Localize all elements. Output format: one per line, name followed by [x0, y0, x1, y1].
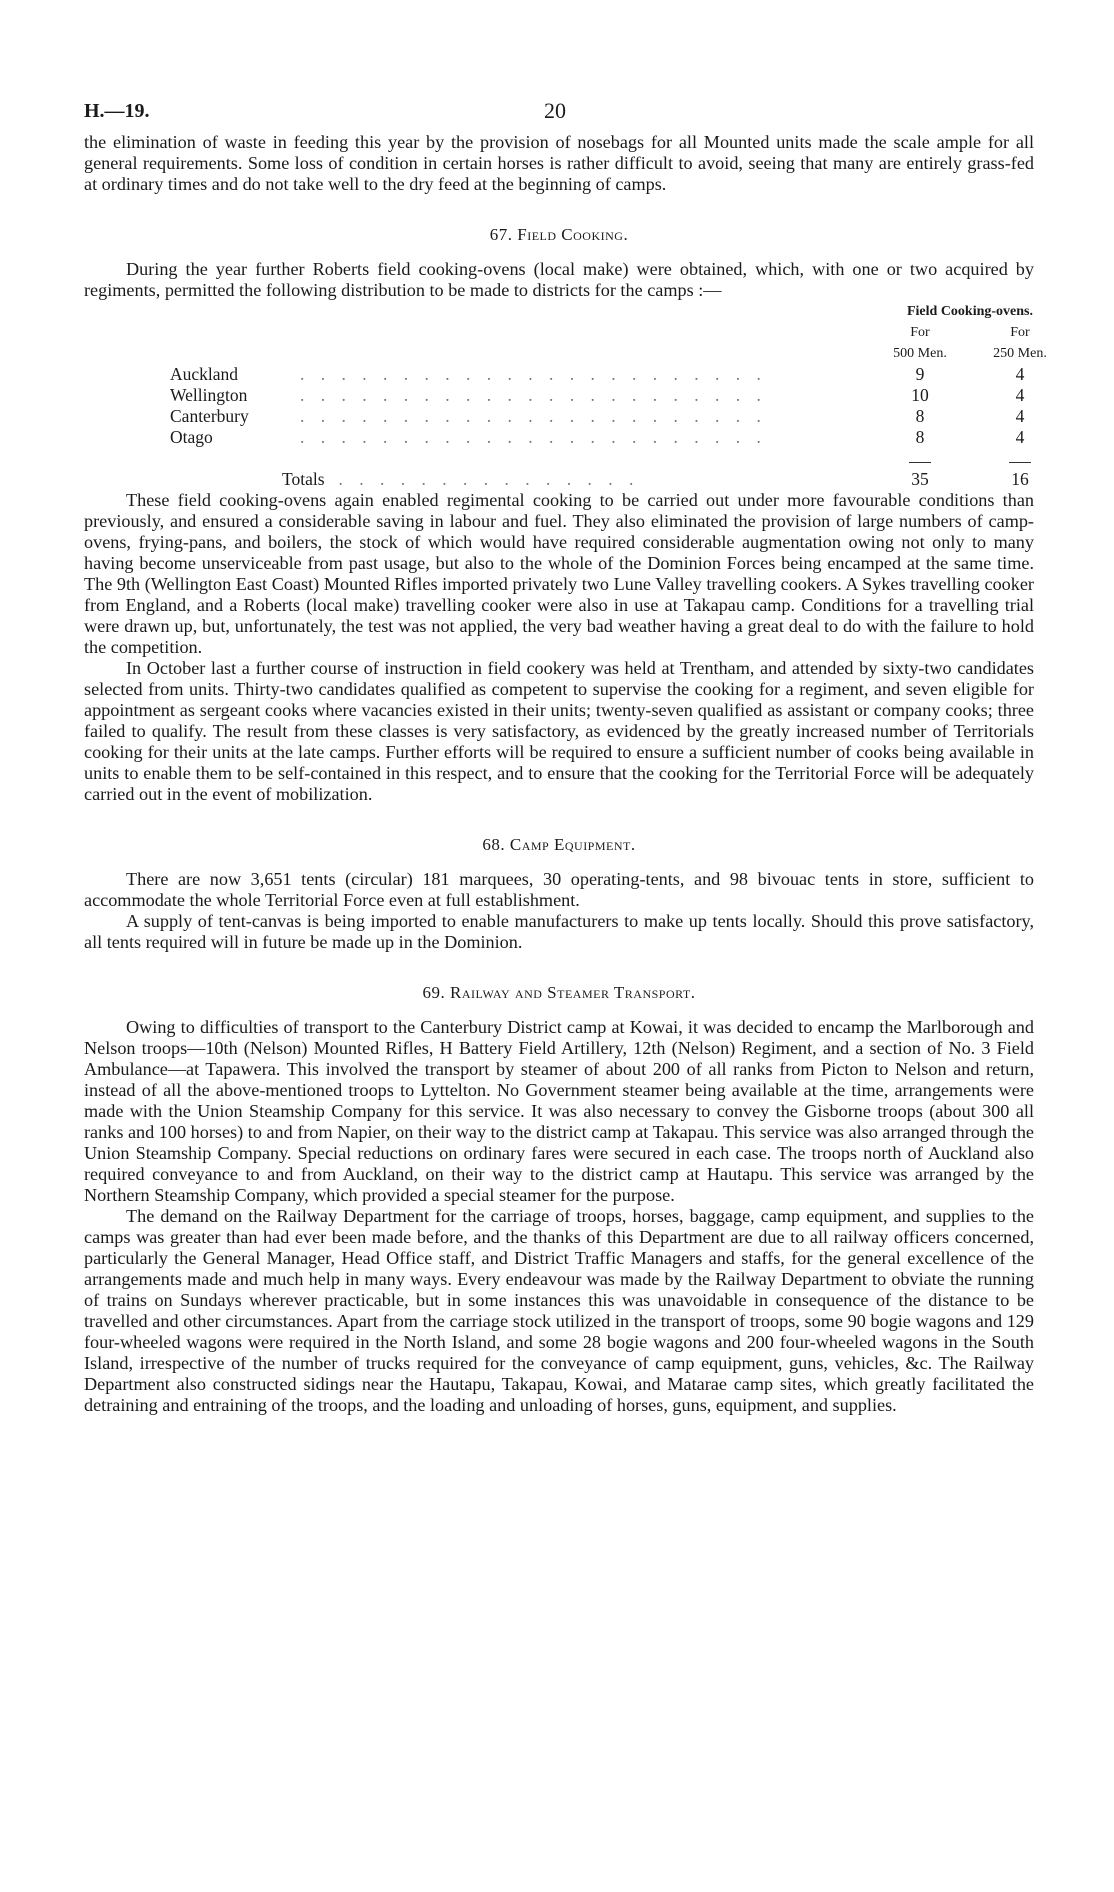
ovens-500-men: 8: [915, 406, 925, 426]
ovens-250-men: 4: [1015, 364, 1025, 384]
col-500-header-men: 500 Men.: [893, 346, 947, 361]
district-name: Auckland: [170, 364, 239, 384]
ovens-250-men: 4: [1015, 385, 1025, 405]
section-69-paragraph-1: Owing to difficulties of transport to the Canterbury District camp at Kowai, it was decided to encamp the Marlborough and Nelson troops—10th (Nelson) Mounted Rifles, H Battery Field Artillery, 12th (Nelson) Regiment, and a section of No. 3 Field Ambulance—at Tapawera. This involved the transport by steamer of about 200 of all ranks from Picton to Nelson and return, instead of all the above-mentioned troops to Lyttelton. No Government steamer being available at the time, arrangements were made with the Union Steamship Company for this service. It was also necessary to convey the Gisborne troops (about 300 all ranks and 100 horses) to and from Napier, on their way to the district camp at Takapau. This service was also arranged through the Union Steamship Company. Special reductions on ordinary fares were secured in each case. The troops north of Auckland also required conveyance to and from Auckland, on their way to the district camp at Hautapu. This service was arranged by the Northern Steamship Company, which provided a special steamer for the purpose.: [84, 1017, 1034, 1205]
ovens-250-men: 4: [1015, 427, 1025, 447]
total-500-men: 35: [911, 469, 929, 489]
page-number: 20: [544, 98, 566, 123]
total-rule: [1009, 454, 1031, 463]
document-page: [84, 92, 1047, 1416]
field-cooking-ovens-table: [170, 301, 1070, 490]
report-reference: H.—19.: [84, 100, 150, 122]
district-name: Otago: [170, 427, 213, 447]
table-row: Auckland . . . . . . . . . . . . . . . . . . . . . . . 9 4: [170, 364, 1070, 385]
section-68-paragraph-2: A supply of tent-canvas is being imported to enable manufacturers to make up tents locally. Should this prove satisfactory, all tents required will in future be made up in the Dominion.: [84, 911, 1034, 952]
ovens-500-men: 8: [915, 427, 925, 447]
section-67-intro: During the year further Roberts field cooking-ovens (local make) were obtained, which, with one or two acquired by regiments, permitted the following distribution to be made to districts for the camps :—: [84, 259, 1034, 300]
table-row: Otago . . . . . . . . . . . . . . . . . . . . . . . 8 4: [170, 427, 1070, 448]
total-rule: [909, 454, 931, 463]
page-header: [84, 92, 1034, 132]
col-500-header-for: For: [910, 325, 930, 340]
table-row: Canterbury . . . . . . . . . . . . . . . . . . . . . . . 8 4: [170, 406, 1070, 427]
district-name: Canterbury: [170, 406, 249, 426]
section-68-heading: 68. Camp Equipment.: [482, 835, 636, 854]
section-68-paragraph-1: There are now 3,651 tents (circular) 181 marquees, 30 operating-tents, and 98 bivouac tents in store, sufficient to accommodate the whole Territorial Force even at full establishment.: [84, 869, 1034, 910]
section-67-paragraph-1: These field cooking-ovens again enabled regimental cooking to be carried out under more favourable conditions than previously, and ensured a considerable saving in labour and fuel. They also eliminated the provision of large numbers of camp-ovens, frying-pans, and boilers, the stock of which would have required considerable augmentation owing not only to many having become unserviceable from past usage, but also to the whole of the Dominion Forces being encamped at the same time. The 9th (Wellington East Coast) Mounted Rifles imported privately two Lune Valley travelling cookers. A Sykes travelling cooker from England, and a Roberts (local make) travelling cooker were also in use at Takapau camp. Conditions for a travelling trial were drawn up, but, unfortunately, the test was not applied, the very bad weather having a great deal to do with the failure to hold the competition.: [84, 490, 1034, 657]
totals-label: Totals: [282, 469, 325, 489]
section-67-paragraph-2: In October last a further course of instruction in field cookery was held at Trentham, and attended by sixty-two candidates selected from units. Thirty-two candidates qualified as competent to supervise the cooking for a regiment, and seven eligible for appointment as sergeant cooks where vacancies existed in their units; twenty-seven qualified as assistant or company cooks; three failed to qualify. The result from these classes is very satisfactory, as evidenced by the greatly increased number of Territorials cooking for their units at the late camps. Further efforts will be required to ensure a sufficient number of cooks being available in units to enable them to be self-contained in this respect, and to ensure that the cooking for the Territorial Force will be adequately carried out in the event of mobilization.: [84, 658, 1034, 804]
intro-paragraph: the elimination of waste in feeding this year by the provision of nosebags for all Mounted units made the scale ample for all general requirements. Some loss of condition in certain horses is rather difficult to avoid, seeing that many are entirely grass-fed at ordinary times and do not take well to the dry feed at the beginning of camps.: [84, 132, 1034, 194]
ovens-500-men: 10: [911, 385, 929, 405]
total-250-men: 16: [1011, 469, 1029, 489]
table-group-header: Field Cooking-ovens.: [906, 304, 1033, 319]
section-69-heading: 69. Railway and Steamer Transport.: [422, 983, 696, 1002]
totals-row: Totals . . . . . . . . . . . . . . . 35 16: [170, 469, 1070, 490]
table-row: Wellington . . . . . . . . . . . . . . . . . . . . . . . 10 4: [170, 385, 1070, 406]
section-69-paragraph-2: The demand on the Railway Department for the carriage of troops, horses, baggage, camp equipment, and supplies to the camps was greater than had ever been made before, and the thanks of this Department are due to all railway officers concerned, particularly the General Manager, Head Office staff, and District Traffic Managers and staffs, for the general excellence of the arrangements made and much help in many ways. Every endeavour was made by the Railway Department to obviate the running of trains on Sundays wherever practicable, but in some instances this was unavoidable in consequence of the distance to be travelled and other circumstances. Apart from the carriage stock utilized in the transport of troops, some 90 bogie wagons and 129 four-wheeled wagons were required in the North Island, and some 28 bogie wagons and 200 four-wheeled wagons in the South Island, irrespective of the number of trucks required for the conveyance of camp equipment, guns, vehicles, &c. The Railway Department also constructed sidings near the Hautapu, Takapau, Kowai, and Matarae camp sites, which greatly facilitated the detraining and entraining of the troops, and the loading and unloading of horses, guns, equipment, and supplies.: [84, 1206, 1034, 1415]
ovens-250-men: 4: [1015, 406, 1025, 426]
district-name: Wellington: [170, 385, 248, 405]
col-250-header-men: 250 Men.: [993, 346, 1047, 361]
ovens-500-men: 9: [915, 364, 925, 384]
section-67-heading: 67. Field Cooking.: [489, 225, 629, 244]
col-250-header-for: For: [1010, 325, 1030, 340]
